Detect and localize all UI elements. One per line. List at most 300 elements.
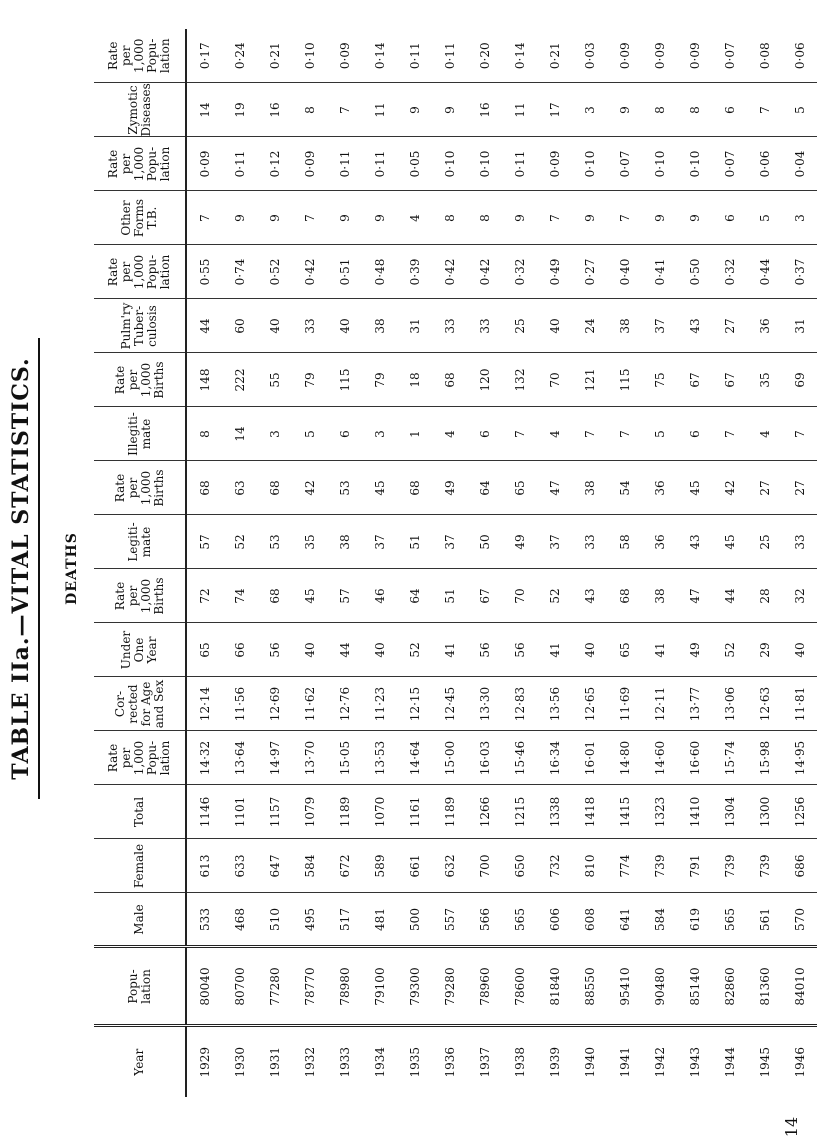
table-cell: 68 — [257, 461, 292, 515]
table-cell: 647 — [257, 839, 292, 893]
table-cell: 75 — [642, 353, 677, 407]
table-cell: 32 — [782, 569, 817, 623]
table-cell: 12·15 — [397, 677, 432, 731]
table-cell: 60 — [222, 299, 257, 353]
table-cell: 7 — [572, 407, 607, 461]
table-cell: 56 — [257, 623, 292, 677]
table-cell: 66 — [222, 623, 257, 677]
table-header — [94, 29, 186, 1097]
table-row — [467, 29, 502, 1097]
table-cell: 16·34 — [537, 731, 572, 785]
table-cell: 11 — [362, 83, 397, 137]
table-cell: 74 — [222, 569, 257, 623]
table-cell: 0·11 — [222, 137, 257, 191]
table-cell: 7 — [607, 191, 642, 245]
table-cell: 52 — [712, 623, 747, 677]
table-cell: 9 — [432, 83, 467, 137]
table-cell: 0·10 — [292, 29, 327, 83]
table-cell: 0·11 — [362, 137, 397, 191]
section-heading: DEATHS — [64, 532, 80, 605]
table-cell: 641 — [607, 893, 642, 947]
table-cell: 115 — [607, 353, 642, 407]
table-cell: 68 — [397, 461, 432, 515]
table-cell: 1943 — [677, 1026, 712, 1097]
table-cell: 51 — [397, 515, 432, 569]
table-cell: 1940 — [572, 1026, 607, 1097]
table-cell: 53 — [327, 461, 362, 515]
table-cell: 70 — [502, 569, 537, 623]
table-cell: 55 — [257, 353, 292, 407]
table-cell: 0·27 — [572, 245, 607, 299]
table-cell: 632 — [432, 839, 467, 893]
table-cell: 774 — [607, 839, 642, 893]
table-cell: 33 — [467, 299, 502, 353]
table-cell: 63 — [222, 461, 257, 515]
table-cell: 33 — [292, 299, 327, 353]
table-cell: 25 — [502, 299, 537, 353]
table-cell: 12·76 — [327, 677, 362, 731]
table-cell: 33 — [432, 299, 467, 353]
table-cell: 27 — [747, 461, 782, 515]
table-cell: 51 — [432, 569, 467, 623]
table-cell: 38 — [327, 515, 362, 569]
table-row — [502, 29, 537, 1097]
table-cell: 14·60 — [642, 731, 677, 785]
table-cell: 1944 — [712, 1026, 747, 1097]
table-cell: 35 — [292, 515, 327, 569]
column-header: Female — [94, 839, 186, 893]
table-cell: 6 — [467, 407, 502, 461]
table-cell: 0·09 — [677, 29, 712, 83]
table-cell: 0·07 — [712, 137, 747, 191]
table-cell: 0·06 — [782, 29, 817, 83]
table-cell: 7 — [327, 83, 362, 137]
table-cell: 1189 — [432, 785, 467, 839]
table-cell: 739 — [712, 839, 747, 893]
table-cell: 41 — [642, 623, 677, 677]
table-cell: 3 — [257, 407, 292, 461]
table-cell: 68 — [257, 569, 292, 623]
table-cell: 739 — [747, 839, 782, 893]
table-cell: 79280 — [432, 947, 467, 1026]
table-cell: 0·49 — [537, 245, 572, 299]
table-cell: 46 — [362, 569, 397, 623]
table-cell: 0·24 — [222, 29, 257, 83]
column-header: Rate per 1,000 Popu- lation — [94, 731, 186, 785]
table-cell: 0·11 — [502, 137, 537, 191]
table-cell: 0·37 — [782, 245, 817, 299]
table-cell: 4 — [537, 407, 572, 461]
table-cell: 1936 — [432, 1026, 467, 1097]
table-cell: 90480 — [642, 947, 677, 1026]
table-cell: 0·06 — [747, 137, 782, 191]
table-cell: 0·40 — [607, 245, 642, 299]
table-cell: 78980 — [327, 947, 362, 1026]
table-cell: 15·98 — [747, 731, 782, 785]
column-header: Rate per 1,000 Popu- lation — [94, 245, 186, 299]
table-cell: 584 — [642, 893, 677, 947]
table-cell: 44 — [186, 299, 222, 353]
table-cell: 31 — [782, 299, 817, 353]
table-cell: 40 — [362, 623, 397, 677]
table-cell: 37 — [642, 299, 677, 353]
table-cell: 9 — [222, 191, 257, 245]
table-cell: 13·53 — [362, 731, 397, 785]
table-cell: 7 — [747, 83, 782, 137]
table-cell: 37 — [537, 515, 572, 569]
table-cell: 0·50 — [677, 245, 712, 299]
table-cell: 1939 — [537, 1026, 572, 1097]
table-cell: 81840 — [537, 947, 572, 1026]
table-cell: 40 — [782, 623, 817, 677]
table-cell: 0·55 — [186, 245, 222, 299]
table-cell: 8 — [677, 83, 712, 137]
table-cell: 700 — [467, 839, 502, 893]
table-cell: 1929 — [186, 1026, 222, 1097]
table-cell: 79 — [362, 353, 397, 407]
table-cell: 6 — [677, 407, 712, 461]
table-cell: 1338 — [537, 785, 572, 839]
table-cell: 14 — [222, 407, 257, 461]
table-title — [8, 0, 34, 1137]
table-cell: 14·95 — [782, 731, 817, 785]
table-cell: 0·09 — [642, 29, 677, 83]
table-cell: 40 — [257, 299, 292, 353]
table-cell: 13·70 — [292, 731, 327, 785]
table-cell: 81360 — [747, 947, 782, 1026]
table-cell: 6 — [712, 83, 747, 137]
table-cell: 58 — [607, 515, 642, 569]
table-cell: 606 — [537, 893, 572, 947]
table-cell: 36 — [642, 461, 677, 515]
table-cell: 0·20 — [467, 29, 502, 83]
table-cell: 78770 — [292, 947, 327, 1026]
table-cell: 11·62 — [292, 677, 327, 731]
table-cell: 14 — [186, 83, 222, 137]
table-cell: 12·11 — [642, 677, 677, 731]
table-cell: 95410 — [607, 947, 642, 1026]
table-cell: 29 — [747, 623, 782, 677]
table-cell: 7 — [502, 407, 537, 461]
table-cell: 661 — [397, 839, 432, 893]
table-cell: 45 — [712, 515, 747, 569]
table-cell: 0·42 — [467, 245, 502, 299]
table-cell: 9 — [642, 191, 677, 245]
table-cell: 27 — [782, 461, 817, 515]
table-cell: 1946 — [782, 1026, 817, 1097]
table-cell: 11·56 — [222, 677, 257, 731]
table-cell: 12·65 — [572, 677, 607, 731]
table-cell: 13·77 — [677, 677, 712, 731]
table-cell: 9 — [607, 83, 642, 137]
table-cell: 1932 — [292, 1026, 327, 1097]
table-cell: 0·11 — [327, 137, 362, 191]
table-cell: 25 — [747, 515, 782, 569]
table-cell: 11·23 — [362, 677, 397, 731]
table-cell: 7 — [537, 191, 572, 245]
table-cell: 0·32 — [712, 245, 747, 299]
column-header: Zymotic Diseases — [94, 83, 186, 137]
table-cell: 64 — [397, 569, 432, 623]
table-cell: 481 — [362, 893, 397, 947]
table-cell: 7 — [292, 191, 327, 245]
table-cell: 115 — [327, 353, 362, 407]
table-cell: 0·10 — [677, 137, 712, 191]
table-cell: 49 — [432, 461, 467, 515]
column-header: Popu- lation — [94, 947, 186, 1026]
table-cell: 11·81 — [782, 677, 817, 731]
table-cell: 16 — [257, 83, 292, 137]
page-number: 14 — [782, 1116, 801, 1138]
table-cell: 0·09 — [607, 29, 642, 83]
table-cell: 1323 — [642, 785, 677, 839]
table-cell: 0·11 — [432, 29, 467, 83]
table-cell: 56 — [502, 623, 537, 677]
table-cell: 608 — [572, 893, 607, 947]
table-cell: 38 — [362, 299, 397, 353]
table-cell: 80700 — [222, 947, 257, 1026]
table-cell: 1935 — [397, 1026, 432, 1097]
table-cell: 12·14 — [186, 677, 222, 731]
table-cell: 619 — [677, 893, 712, 947]
table-cell: 517 — [327, 893, 362, 947]
table-cell: 5 — [642, 407, 677, 461]
table-cell: 38 — [607, 299, 642, 353]
table-cell: 43 — [677, 299, 712, 353]
table-cell: 0·07 — [712, 29, 747, 83]
table-cell: 15·46 — [502, 731, 537, 785]
table-cell: 1 — [397, 407, 432, 461]
table-cell: 12·69 — [257, 677, 292, 731]
table-cell: 16·03 — [467, 731, 502, 785]
table-cell: 82860 — [712, 947, 747, 1026]
table-row — [607, 29, 642, 1097]
table-cell: 120 — [467, 353, 502, 407]
table-cell: 4 — [397, 191, 432, 245]
table-cell: 0·51 — [327, 245, 362, 299]
table-cell: 584 — [292, 839, 327, 893]
table-cell: 7 — [782, 407, 817, 461]
table-cell: 1079 — [292, 785, 327, 839]
table-cell: 557 — [432, 893, 467, 947]
table-row — [782, 29, 817, 1097]
column-header: Other Forms T.B. — [94, 191, 186, 245]
table-cell: 1146 — [186, 785, 222, 839]
table-cell: 40 — [537, 299, 572, 353]
table-cell: 13·64 — [222, 731, 257, 785]
table-cell: 0·14 — [502, 29, 537, 83]
column-header: Illegiti- mate — [94, 407, 186, 461]
table-cell: 565 — [502, 893, 537, 947]
table-row — [362, 29, 397, 1097]
table-cell: 3 — [572, 83, 607, 137]
table-cell: 56 — [467, 623, 502, 677]
table-cell: 0·21 — [257, 29, 292, 83]
table-cell: 650 — [502, 839, 537, 893]
table-cell: 0·44 — [747, 245, 782, 299]
table-cell: 37 — [432, 515, 467, 569]
table-row — [677, 29, 712, 1097]
table-cell: 1266 — [467, 785, 502, 839]
table-cell: 9 — [397, 83, 432, 137]
table-cell: 19 — [222, 83, 257, 137]
table-cell: 121 — [572, 353, 607, 407]
table-cell: 53 — [257, 515, 292, 569]
table-cell: 495 — [292, 893, 327, 947]
table-cell: 15·05 — [327, 731, 362, 785]
column-header: Rate per 1,000 Births — [94, 569, 186, 623]
table-row — [186, 29, 222, 1097]
table-cell: 12·63 — [747, 677, 782, 731]
table-cell: 78960 — [467, 947, 502, 1026]
table-cell: 0·21 — [537, 29, 572, 83]
table-cell: 1933 — [327, 1026, 362, 1097]
table-cell: 1930 — [222, 1026, 257, 1097]
table-cell: 44 — [712, 569, 747, 623]
table-cell: 33 — [572, 515, 607, 569]
table-row — [327, 29, 362, 1097]
table-cell: 0·03 — [572, 29, 607, 83]
table-cell: 38 — [642, 569, 677, 623]
table-cell: 5 — [747, 191, 782, 245]
table-cell: 47 — [677, 569, 712, 623]
table-row — [572, 29, 607, 1097]
table-cell: 14·80 — [607, 731, 642, 785]
table-cell: 8 — [642, 83, 677, 137]
table-cell: 37 — [362, 515, 397, 569]
table-cell: 49 — [502, 515, 537, 569]
table-cell: 13·56 — [537, 677, 572, 731]
table-cell: 24 — [572, 299, 607, 353]
table-cell: 570 — [782, 893, 817, 947]
column-header: Rate per 1,000 Popu- lation — [94, 29, 186, 83]
table-cell: 9 — [257, 191, 292, 245]
table-cell: 0·41 — [642, 245, 677, 299]
table-cell: 13·06 — [712, 677, 747, 731]
table-cell: 78600 — [502, 947, 537, 1026]
table-cell: 0·09 — [327, 29, 362, 83]
table-cell: 57 — [186, 515, 222, 569]
table-cell: 84010 — [782, 947, 817, 1026]
column-header: Rate per 1,000 Popu- lation — [94, 137, 186, 191]
table-cell: 27 — [712, 299, 747, 353]
column-header: Rate per 1,000 Births — [94, 353, 186, 407]
table-cell: 533 — [186, 893, 222, 947]
table-cell: 5 — [292, 407, 327, 461]
column-header: Pulm'ry Tuber- culosis — [94, 299, 186, 353]
table-row — [292, 29, 327, 1097]
table-cell: 11·69 — [607, 677, 642, 731]
table-cell: 132 — [502, 353, 537, 407]
table-body — [186, 29, 817, 1097]
table-cell: 791 — [677, 839, 712, 893]
table-cell: 31 — [397, 299, 432, 353]
table-cell: 8 — [186, 407, 222, 461]
table-cell: 17 — [537, 83, 572, 137]
table-cell: 4 — [432, 407, 467, 461]
table-cell: 65 — [607, 623, 642, 677]
table-cell: 0·10 — [642, 137, 677, 191]
table-cell: 4 — [747, 407, 782, 461]
table-cell: 0·42 — [432, 245, 467, 299]
table-cell: 0·09 — [186, 137, 222, 191]
table-cell: 566 — [467, 893, 502, 947]
table-cell: 1410 — [677, 785, 712, 839]
table-cell: 0·74 — [222, 245, 257, 299]
table-cell: 739 — [642, 839, 677, 893]
table-cell: 1304 — [712, 785, 747, 839]
table-row — [432, 29, 467, 1097]
table-cell: 732 — [537, 839, 572, 893]
table-cell: 57 — [327, 569, 362, 623]
table-cell: 0·07 — [607, 137, 642, 191]
table-cell: 1300 — [747, 785, 782, 839]
table-cell: 40 — [572, 623, 607, 677]
table-cell: 13·30 — [467, 677, 502, 731]
table-cell: 6 — [712, 191, 747, 245]
table-cell: 72 — [186, 569, 222, 623]
table-cell: 12·83 — [502, 677, 537, 731]
column-header: Rate per 1,000 Births — [94, 461, 186, 515]
table-cell: 0·08 — [747, 29, 782, 83]
table-cell: 589 — [362, 839, 397, 893]
table-cell: 9 — [327, 191, 362, 245]
table-cell: 510 — [257, 893, 292, 947]
table-cell: 15·00 — [432, 731, 467, 785]
table-cell: 36 — [642, 515, 677, 569]
table-cell: 18 — [397, 353, 432, 407]
table-cell: 9 — [362, 191, 397, 245]
table-cell: 1157 — [257, 785, 292, 839]
table-row — [397, 29, 432, 1097]
table-cell: 41 — [537, 623, 572, 677]
table-cell: 40 — [327, 299, 362, 353]
table-title-text: TABLE IIa.—VITAL STATISTICS. — [8, 357, 34, 780]
table-cell: 40 — [292, 623, 327, 677]
table-row — [537, 29, 572, 1097]
table-cell: 70 — [537, 353, 572, 407]
table-cell: 49 — [677, 623, 712, 677]
table-cell: 7 — [712, 407, 747, 461]
table-cell: 672 — [327, 839, 362, 893]
header-row — [94, 29, 186, 1097]
table-cell: 1418 — [572, 785, 607, 839]
table-cell: 67 — [712, 353, 747, 407]
table-cell: 43 — [677, 515, 712, 569]
table-cell: 33 — [782, 515, 817, 569]
table-cell: 69 — [782, 353, 817, 407]
table-cell: 633 — [222, 839, 257, 893]
table-cell: 52 — [222, 515, 257, 569]
table-cell: 64 — [467, 461, 502, 515]
table-cell: 65 — [186, 623, 222, 677]
table-cell: 0·17 — [186, 29, 222, 83]
table-cell: 1161 — [397, 785, 432, 839]
table-cell: 1256 — [782, 785, 817, 839]
table-cell: 0·32 — [502, 245, 537, 299]
table-cell: 0·14 — [362, 29, 397, 83]
table-cell: 5 — [782, 83, 817, 137]
column-header: Year — [94, 1026, 186, 1097]
table-cell: 1189 — [327, 785, 362, 839]
table-cell: 0·12 — [257, 137, 292, 191]
table-cell: 16 — [467, 83, 502, 137]
vital-statistics-table — [94, 29, 817, 1097]
table-cell: 1937 — [467, 1026, 502, 1097]
table-cell: 14·64 — [397, 731, 432, 785]
table-cell: 1931 — [257, 1026, 292, 1097]
table-cell: 0·09 — [292, 137, 327, 191]
